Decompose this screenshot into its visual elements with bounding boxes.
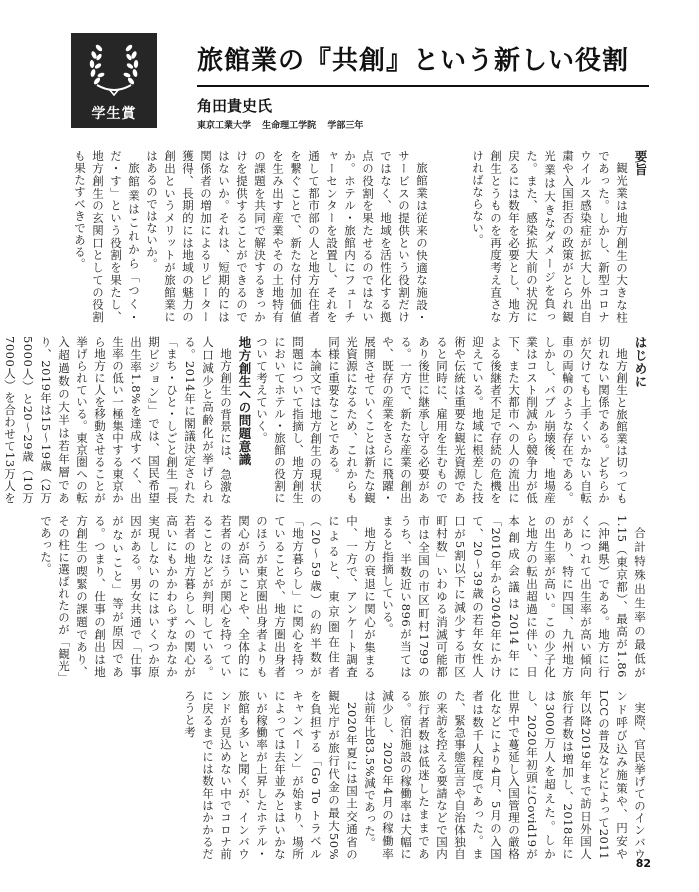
summary-heading: 要旨: [633, 150, 648, 176]
affiliation-university: 東京工業大学: [197, 121, 252, 131]
affiliation-school: 生命理工学院: [262, 121, 317, 131]
student-award-badge: [71, 33, 157, 128]
summary-paragraph: 旅館業は従来の快適な施設・サービスの提供という役割だけではなく、地域を活性化する拠点の役割を果たせるのではないか。ホテル・旅館内にフューチャーセンターを設置し、それを通して都市部の人と地方在住者を繋ぐことで、新たな付加価値を生み出す産業やその土地特有の課題を共同で解決するきっかけを提供することができるのではないか。それは、短期的には関係者の増加によるリピーター獲得、長期的には地域の魅力の創出というメリットが旅館業にはあるのではないか。: [145, 150, 429, 323]
section-block-a: [39, 515, 649, 678]
introduction-paragraph: 本論文では地方創生の現状の問題について指摘し、地方創生においてホテル・旅館の役割について考えていく。: [255, 336, 323, 504]
author-affiliation: [197, 118, 371, 131]
section-paragraph: 2020年夏には国土交通省の観光庁が旅行代金の最大50%を負担する「Go To トラベルキャンペーン」が始まり、場所によっては去年並みとはいかないが稼働率が上昇したホテル・旅館も多いと聞くが、インバウンドが見込めない中でコロナ前に戻るまでには数年はかかるだろうと考: [183, 690, 359, 860]
section-paragraph: 地方の衰退に関心が集まる中、一方で、アンケート調査によると、東京圏在住者（20〜59歳）の約半数が「地方暮らし」に関心を持っていることや、地方圏出身者のほうが東京圏出身者よりも関心が高いことや、全体的に若者のほうが関心を持っていることなどが判明している。若者の地方暮らしへの関心が高いにもかかわらずなかなか実現しないのにはいくつか原因がある。男女共通で「仕事がないこと」等が原因である。つまり、仕事の創出は地方創生の喫緊の課題であり、その柱に選ばれたのが「観光」であった。: [39, 515, 377, 678]
section-block-b: [76, 690, 649, 860]
introduction-paragraph: 地方創生と旅館業は切っても切れない関係である。どちらかが欠けても上手くいかない自転車の両輪のような存在である。しかし、バブル崩壊後、地場産業はコスト削減から競争力が低下、また大都市への人の流出による後継者不足で存続の危機を迎えている。地域に根差した技術や伝統は重要な観光資源であると同時に、雇用を生むものであり後世に継承し守る必要がある。一方で、新たな産業の創出や、既存の産業をさらに飛躍・展開させていくことは新たな観光資源になるため、これからも同様に重要なことである。: [327, 336, 629, 504]
title-divider: [197, 85, 649, 87]
section-paragraph: 合計特殊出生率の最低が1.15（東京都）、最高が1.86（沖縄県）である。地方に行くにつれて出生率が高い傾向があり、特に四国、九州地方の出生率が高い。この少子化と地方の転出超過に伴い、日本創成会議は2014年に「2010年から2040年にかけて、20〜39歳の若年女性人口が5割以下に減少する市区町村数」いわゆる消滅可能都市は全国の市区町村1799のうち、半数近い896が当てはまると指摘している。: [381, 515, 647, 678]
introduction-block: [3, 336, 649, 504]
section-paragraph: 実際、官民挙げてのインバウンド呼び込み施策や、円安やLCCの普及などによって2011年以降2019年まで訪日外国人旅行者数は増加し、2018年には3000万人を超えた。しかし、2020年初頭にCovid19が世界中で蔓延し入国管理の厳格化などにより4月、5月の入国者は数千人程度であった。また、緊急事態宣言や自治体独自の来訪を控える要請などで国内旅行者数は低迷したままである。宿泊施設の稼働率は大幅に減少し、2020年4月の稼働率は前年比83.5%減であった。: [363, 690, 647, 860]
affiliation-year: 学部三年: [327, 121, 364, 131]
badge-label: 学生賞: [91, 106, 137, 122]
laurel-wreath-icon: [85, 41, 143, 97]
section-paragraph: 地方創生の背景には、急激な人口減少と高齢化が挙げられる。2014年に閣議決定された「まち・ひと・しごと創生『長期ビジョン』」では、国民希望出生率1.8%を達成すべく、出生率の低い一極集中する東京から地方に人を移動させることが挙げられている。東京圏への転入超過数の大半は若年層であり、2019年は15〜19歳（2万5000人）と20〜29歳（10万7000人）を合わせて13万人を: [3, 336, 233, 504]
section-heading: 地方創生への問題意識: [237, 336, 252, 466]
summary-block-continued: [73, 150, 431, 323]
summary-paragraph: 旅館業はこれから「つく・だ・す」という役割を果たし、地方創生の玄関口としての役割も果たすべきである。: [73, 150, 141, 323]
summary-block: [433, 150, 649, 323]
author-name: 角田貴史氏: [197, 97, 273, 115]
page-number: 82: [635, 857, 651, 870]
introduction-heading: はじめに: [633, 336, 648, 388]
summary-paragraph: 観光業は地方創生の大きな柱であった。しかし、新型コロナウイルス感染症が拡大し外出自粛や入国拒否の政策がとられ観光業は大きなダメージを負った。また、感染拡大前の状況に戻るには数年を必要とし、地方創生とうものを再度考え直さなければならない。: [471, 150, 629, 323]
article-title: 旅館業の『共創』という新しい役割: [197, 46, 630, 76]
